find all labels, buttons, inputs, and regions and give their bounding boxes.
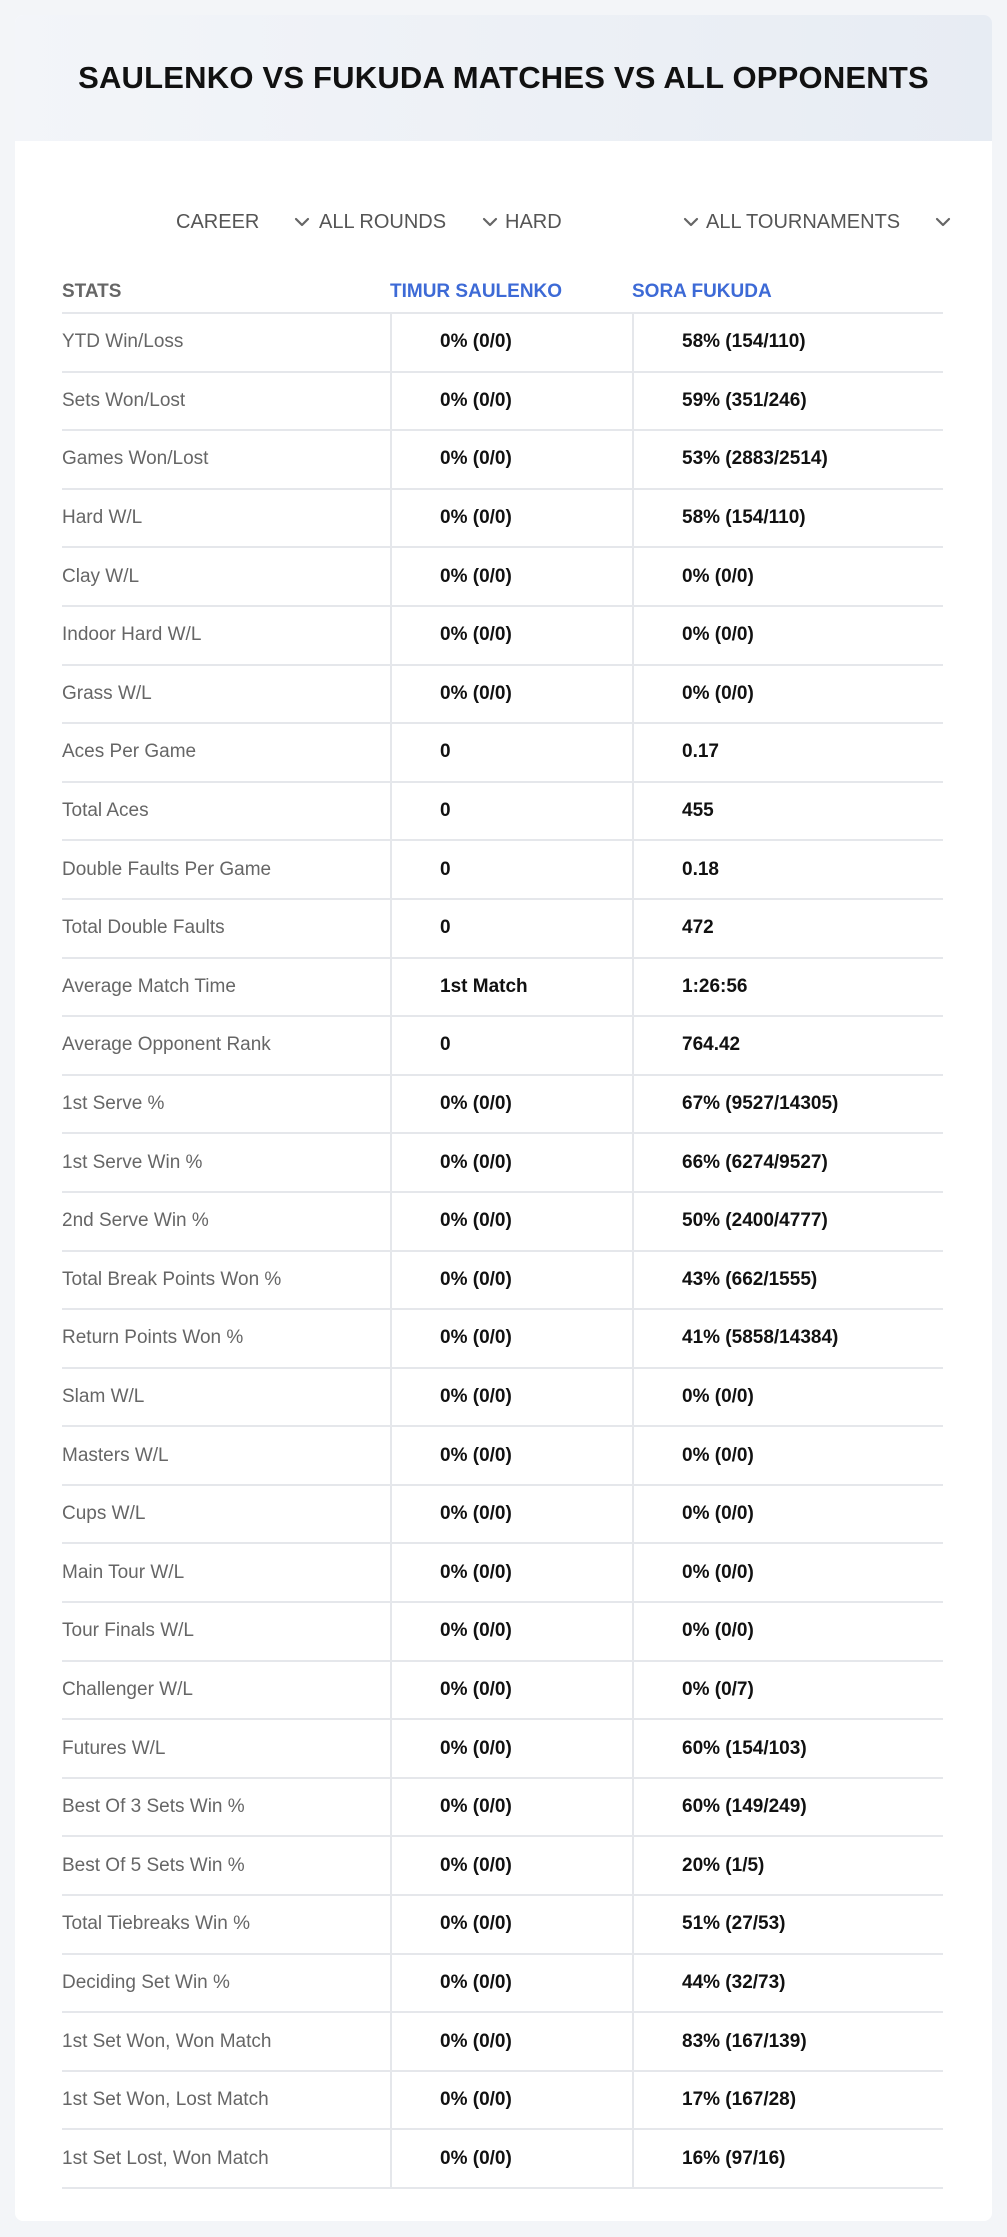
table-row (62, 1603, 943, 1662)
player1-value: 0% (0/0) (390, 2013, 632, 2070)
stat-label: Aces Per Game (62, 741, 197, 763)
player1-value: 0% (0/0) (390, 1134, 632, 1191)
player2-value: 67% (9527/14305) (632, 1076, 943, 1133)
stat-label: 1st Set Won, Won Match (62, 2030, 272, 2052)
player1-value: 0% (0/0) (390, 666, 632, 723)
player1-value: 0% (0/0) (390, 490, 632, 547)
stats-table (62, 312, 943, 2189)
player2-value: 83% (167/139) (632, 2013, 943, 2070)
player2-value: 0% (0/0) (632, 1427, 943, 1484)
player1-value: 0% (0/0) (390, 1369, 632, 1426)
table-row (62, 900, 943, 959)
table-row (62, 2130, 943, 2189)
player1-value: 0% (0/0) (390, 1193, 632, 1250)
table-row (62, 314, 943, 373)
stat-label: YTD Win/Loss (62, 331, 184, 353)
player2-value: 0% (0/7) (632, 1662, 943, 1719)
stat-label: Main Tour W/L (62, 1561, 185, 1583)
table-row (62, 490, 943, 549)
table-row (62, 783, 943, 842)
player2-value: 16% (97/16) (632, 2130, 943, 2187)
player2-value: 50% (2400/4777) (632, 1193, 943, 1250)
stat-label: Best Of 5 Sets Win % (62, 1854, 245, 1876)
player2-value: 0.17 (632, 724, 943, 781)
player1-value: 0% (0/0) (390, 1310, 632, 1367)
table-row (62, 1310, 943, 1369)
player2-value: 59% (351/246) (632, 373, 943, 430)
stat-label: Total Tiebreaks Win % (62, 1913, 250, 1935)
stat-label: Double Faults Per Game (62, 858, 272, 880)
table-row (62, 1896, 943, 1955)
table-row (62, 373, 943, 432)
player2-value: 0% (0/0) (632, 1544, 943, 1601)
table-row (62, 2013, 943, 2072)
stat-label: Deciding Set Win % (62, 1971, 230, 1993)
player1-value: 0 (390, 841, 632, 898)
stat-label: Sets Won/Lost (62, 389, 186, 411)
player2-value: 0.18 (632, 841, 943, 898)
player2-value: 58% (154/110) (632, 490, 943, 547)
stat-label: Futures W/L (62, 1737, 166, 1759)
table-row (62, 1955, 943, 2014)
player1-value: 0 (390, 1017, 632, 1074)
player2-value: 764.42 (632, 1017, 943, 1074)
table-row (62, 1369, 943, 1428)
stat-label: Challenger W/L (62, 1678, 193, 1700)
table-row (62, 1134, 943, 1193)
stat-label: Average Opponent Rank (62, 1034, 271, 1056)
player2-value: 51% (27/53) (632, 1896, 943, 1953)
tournaments-select[interactable] (706, 187, 956, 257)
stat-label: Masters W/L (62, 1444, 169, 1466)
player1-value: 0% (0/0) (390, 1544, 632, 1601)
table-row (62, 1076, 943, 1135)
rounds-select-value: ALL ROUNDS (319, 210, 447, 233)
player2-value: 1:26:56 (632, 959, 943, 1016)
chevron-down-icon (479, 211, 501, 233)
chevron-down-icon (932, 211, 954, 233)
stat-label: Average Match Time (62, 975, 236, 997)
stat-label: 1st Set Lost, Won Match (62, 2147, 269, 2169)
stat-label: Tour Finals W/L (62, 1620, 194, 1642)
table-row (62, 1720, 943, 1779)
stat-label: 1st Serve Win % (62, 1151, 203, 1173)
table-row (62, 1837, 943, 1896)
player2-value: 44% (32/73) (632, 1955, 943, 2012)
table-row (62, 1662, 943, 1721)
stat-label: 1st Set Won, Lost Match (62, 2089, 269, 2111)
player2-value: 53% (2883/2514) (632, 431, 943, 488)
player1-column-header[interactable]: TIMUR SAULENKO (390, 281, 563, 302)
tournaments-select-value: ALL TOURNAMENTS (706, 210, 901, 233)
stat-label: 2nd Serve Win % (62, 1210, 209, 1232)
stats-column-header: STATS (62, 281, 122, 302)
stat-label: Total Double Faults (62, 917, 225, 939)
period-select-value: CAREER (176, 210, 260, 233)
player1-value: 0% (0/0) (390, 1603, 632, 1660)
player1-value: 0% (0/0) (390, 1837, 632, 1894)
stat-label: Cups W/L (62, 1503, 146, 1525)
player1-value: 0% (0/0) (390, 1779, 632, 1836)
player1-value: 0% (0/0) (390, 1896, 632, 1953)
table-row (62, 1544, 943, 1603)
surface-select-value: HARD (505, 210, 562, 233)
player2-value: 472 (632, 900, 943, 957)
period-select[interactable] (176, 187, 311, 257)
player2-value: 43% (662/1555) (632, 1252, 943, 1309)
player1-value: 0 (390, 724, 632, 781)
surface-select[interactable] (505, 187, 705, 257)
table-row (62, 841, 943, 900)
player1-value: 0 (390, 783, 632, 840)
table-row (62, 1779, 943, 1838)
player2-value: 0% (0/0) (632, 666, 943, 723)
player2-value: 0% (0/0) (632, 1603, 943, 1660)
player1-value: 0% (0/0) (390, 2130, 632, 2187)
player1-value: 0% (0/0) (390, 1662, 632, 1719)
player2-value: 0% (0/0) (632, 607, 943, 664)
player2-value: 17% (167/28) (632, 2072, 943, 2129)
page-title: SAULENKO VS FUKUDA MATCHES VS ALL OPPONENTS (78, 60, 929, 95)
rounds-select[interactable] (319, 187, 499, 257)
player1-value: 0 (390, 900, 632, 957)
table-row (62, 666, 943, 725)
player1-value: 0% (0/0) (390, 314, 632, 371)
player1-value: 0% (0/0) (390, 548, 632, 605)
player2-value: 455 (632, 783, 943, 840)
stat-label: Clay W/L (62, 565, 140, 587)
table-row (62, 1427, 943, 1486)
player2-value: 0% (0/0) (632, 1486, 943, 1543)
player2-value: 60% (149/249) (632, 1779, 943, 1836)
stat-label: Hard W/L (62, 507, 143, 529)
player2-value: 58% (154/110) (632, 314, 943, 371)
stat-label: Return Points Won % (62, 1327, 244, 1349)
table-row (62, 1017, 943, 1076)
player2-value: 41% (5858/14384) (632, 1310, 943, 1367)
player1-value: 1st Match (390, 959, 632, 1016)
player1-value: 0% (0/0) (390, 1955, 632, 2012)
table-row (62, 1486, 943, 1545)
stat-label: Slam W/L (62, 1385, 145, 1407)
stat-label: Grass W/L (62, 682, 152, 704)
table-row (62, 1252, 943, 1311)
player1-value: 0% (0/0) (390, 2072, 632, 2129)
player1-value: 0% (0/0) (390, 373, 632, 430)
player2-value: 0% (0/0) (632, 1369, 943, 1426)
player1-value: 0% (0/0) (390, 1427, 632, 1484)
table-row (62, 959, 943, 1018)
stat-label: 1st Serve % (62, 1093, 165, 1115)
player2-value: 60% (154/103) (632, 1720, 943, 1777)
table-row (62, 607, 943, 666)
stat-label: Total Break Points Won % (62, 1268, 282, 1290)
table-row (62, 1193, 943, 1252)
player1-value: 0% (0/0) (390, 607, 632, 664)
stat-label: Indoor Hard W/L (62, 624, 202, 646)
table-row (62, 431, 943, 490)
stat-label: Games Won/Lost (62, 448, 209, 470)
player2-column-header[interactable]: SORA FUKUDA (632, 281, 772, 302)
stats-card (15, 15, 992, 2221)
player1-value: 0% (0/0) (390, 1720, 632, 1777)
filter-bar (15, 187, 992, 257)
player2-value: 0% (0/0) (632, 548, 943, 605)
player1-value: 0% (0/0) (390, 1252, 632, 1309)
player1-value: 0% (0/0) (390, 431, 632, 488)
chevron-down-icon (680, 211, 702, 233)
card-header (15, 15, 992, 141)
table-row (62, 2072, 943, 2131)
table-row (62, 724, 943, 783)
chevron-down-icon (291, 211, 313, 233)
stat-label: Best Of 3 Sets Win % (62, 1796, 245, 1818)
player2-value: 20% (1/5) (632, 1837, 943, 1894)
player2-value: 66% (6274/9527) (632, 1134, 943, 1191)
player1-value: 0% (0/0) (390, 1076, 632, 1133)
stat-label: Total Aces (62, 800, 149, 822)
player1-value: 0% (0/0) (390, 1486, 632, 1543)
table-row (62, 548, 943, 607)
